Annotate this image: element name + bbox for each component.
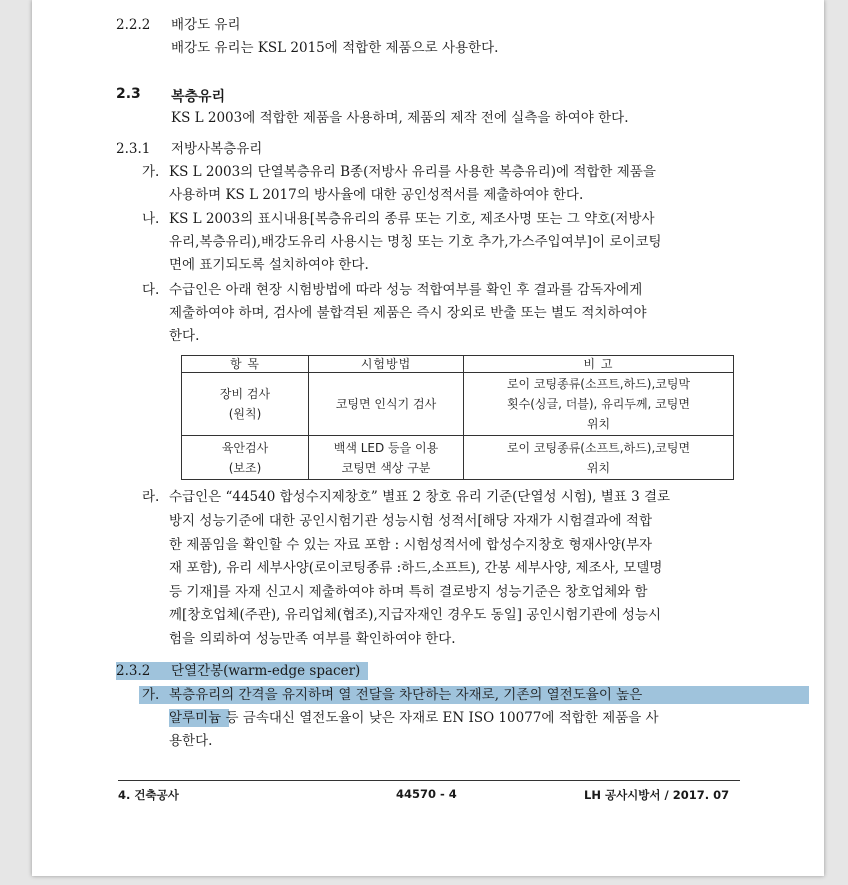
line-rest: 등 금속대신 열전도율이 낮은 자재로 EN ISO 10077에 적합한 제품을 사: [221, 710, 659, 726]
item-marker-da: 다.: [142, 282, 160, 298]
item-marker-ga: 가.: [142, 164, 160, 180]
item-ra-line: 재 포함), 유리 세부사양(로이코팅종류 :하드,소프트), 간봉 세부사양, 제조사, 모델명: [169, 560, 663, 576]
table-cell-note: [464, 436, 734, 480]
footer-chapter: 4. 건축공사: [118, 788, 179, 802]
cell-line: 코팅면 색상 구분: [341, 460, 431, 475]
cell-line: 코팅면 인식기 검사: [335, 397, 437, 411]
item-ra-line: 험을 의뢰하여 성능만족 여부를 확인하여야 한다.: [169, 631, 456, 647]
cell-line: 백색 LED 등을 이용: [333, 440, 439, 455]
table-cell-item: [182, 436, 309, 480]
table-cell-note: [464, 373, 734, 436]
table-cell-item: [182, 373, 309, 436]
section-title-2-2-2: 배강도 유리: [171, 17, 241, 33]
section-number-2-3: 2.3: [116, 86, 141, 102]
cell-line: 장비 검사: [219, 387, 271, 401]
cell-line: 위치: [586, 417, 611, 431]
section-number-2-2-2: 2.2.2: [116, 17, 151, 33]
section-number-2-3-2: 2.3.2: [116, 663, 151, 679]
item-ra-line: 께[창호업체(주관), 유리업체(협조),지급자재인 경우도 동일] 공인시험기관에 성능시: [169, 607, 661, 623]
cell-line: 로이 코팅종류(소프트,하드),코팅막: [506, 377, 691, 391]
item-da-line: 수급인은 아래 현장 시험방법에 따라 성능 적합여부를 확인 후 결과를 감독자에게: [169, 282, 643, 298]
item-ra-line: 등 기재]를 자재 신고시 제출하여야 하며 특히 결로방지 성능기준은 창호업체와 함: [169, 584, 648, 600]
item-na-line: 유리,복층유리),배강도유리 사용시는 명칭 또는 기호 추가,가스주입여부]이 로이코팅: [169, 234, 662, 250]
cell-line: 위치: [586, 460, 611, 475]
cell-line: (보조): [228, 460, 262, 475]
cell-line: 육안검사: [221, 440, 269, 455]
section-body-2-3: KS L 2003에 적합한 제품을 사용하며, 제품의 제작 전에 실측을 하여야 한다.: [171, 110, 629, 126]
table-header-item: 항 목: [182, 356, 309, 373]
item-na-line: 면에 표기되도록 설치하여야 한다.: [169, 257, 369, 273]
section-number-2-3-1: 2.3.1: [116, 141, 151, 157]
cell-line: 로이 코팅종류(소프트,하드),코팅면: [506, 440, 691, 455]
item-ga-line: KS L 2003의 단열복층유리 B종(저방사 유리를 사용한 복층유리)에 적합한 제품을: [169, 164, 656, 180]
inspection-method-table: [181, 355, 734, 480]
footer-spec-title: LH 공사시방서 / 2017. 07: [584, 788, 730, 802]
section-title-2-3-2: 단열간봉(warm-edge spacer): [171, 663, 361, 679]
table-row: [182, 436, 734, 480]
document-page: [32, 0, 824, 876]
table-header-method: 시험방법: [309, 356, 464, 373]
item-ra-line: 방지 성능기준에 대한 공인시험기관 성능시험 성적서[해당 자재가 시험결과에 적합: [169, 513, 652, 529]
item-marker-na: 나.: [142, 211, 160, 227]
item-ra-line: 한 제품임을 확인할 수 있는 자료 포함 : 시험성적서에 합성수지창호 형재사양(부자: [169, 537, 653, 553]
item-ra-line: 수급인은 “44540 합성수지제창호” 별표 2 창호 유리 기준(단열성 시험), 별표 3 결로: [169, 489, 671, 505]
footer-rule: [118, 780, 740, 781]
highlighted-word: 알루미늄: [169, 710, 222, 726]
item-ga-line: 사용하며 KS L 2017의 방사율에 대한 공인성적서를 제출하여야 한다.: [169, 187, 584, 203]
item-ga2-line: 용한다.: [169, 733, 213, 749]
item-marker-ra: 라.: [142, 489, 160, 505]
item-ga2-line: 복층유리의 간격을 유지하며 열 전달을 차단하는 자재로, 기존의 열전도율이 높은: [169, 687, 643, 703]
section-title-2-3: 복층유리: [171, 89, 226, 105]
footer-page-number: 44570 - 4: [396, 787, 457, 801]
item-ga2-line: [169, 709, 659, 727]
item-na-line: KS L 2003의 표시내용[복층유리의 종류 또는 기호, 제조사명 또는 그 약호(저방사: [169, 211, 655, 227]
table-row: [182, 373, 734, 436]
item-da-line: 한다.: [169, 328, 200, 344]
cell-line: (원칙): [228, 407, 262, 421]
section-body-2-2-2: 배강도 유리는 KSL 2015에 적합한 제품으로 사용한다.: [171, 40, 499, 56]
table-header-note: 비 고: [464, 356, 734, 373]
item-marker-ga-2: 가.: [142, 687, 160, 703]
table-cell-method: [309, 373, 464, 436]
cell-line: 횟수(싱글, 더블), 유리두께, 코팅면: [507, 397, 690, 411]
item-da-line: 제출하여야 하며, 검사에 불합격된 제품은 즉시 장외로 반출 또는 별도 적치하여야: [169, 305, 647, 321]
table-cell-method: [309, 436, 464, 480]
section-title-2-3-1: 저방사복층유리: [171, 141, 263, 157]
table-header-row: [182, 356, 734, 373]
